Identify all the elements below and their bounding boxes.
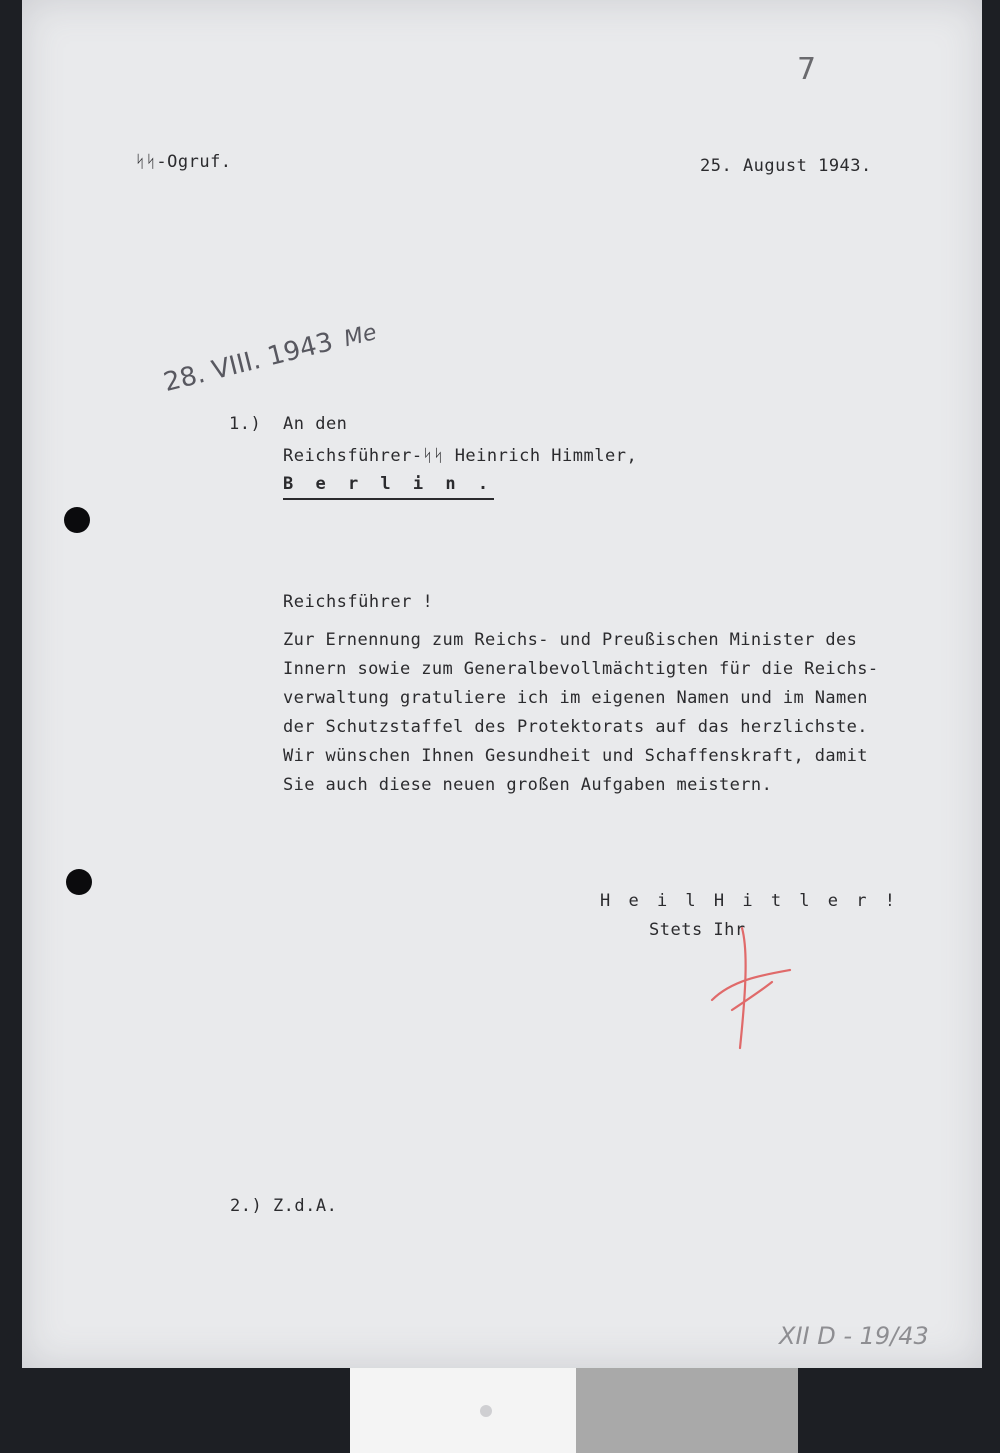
letter-date: 25. August 1943. [700, 156, 872, 176]
closing-greeting: H e i l H i t l e r ! [600, 891, 899, 911]
signature-mark [702, 920, 802, 1060]
closing-phrase: Stets Ihr [649, 920, 746, 940]
punch-hole-bottom [66, 869, 92, 895]
body-line: der Schutzstaffel des Protektorats auf das herzlichste. [283, 717, 868, 737]
page-number: 7 [797, 52, 817, 87]
body-line: verwaltung gratuliere ich im eigenen Namen und im Namen [283, 688, 868, 708]
item-two-filing: 2.) Z.d.A. [230, 1196, 338, 1216]
item-one-number: 1.) [229, 414, 262, 434]
salutation: Reichsführer ! [283, 592, 434, 612]
received-stamp-text: 28. VIII. 1943 [160, 327, 336, 398]
punch-hole-top [64, 507, 90, 533]
body-line: Sie auch diese neuen großen Aufgaben meistern. [283, 775, 773, 795]
label-speck [480, 1405, 492, 1417]
addressee-city: B e r l i n . [283, 474, 494, 500]
stamp-initials: Me [341, 320, 380, 353]
file-reference: XII D - 19/43 [779, 1322, 929, 1350]
body-line: Wir wünschen Ihnen Gesundheit und Schaffenskraft, damit [283, 746, 868, 766]
received-date-stamp [161, 316, 380, 398]
document-page [22, 0, 982, 1368]
sender-rank: ᛋᛋ-Ogruf. [135, 152, 232, 172]
body-line: Innern sowie zum Generalbevollmächtigten für die Reichs- [283, 659, 879, 679]
scan-label-grey [576, 1368, 798, 1453]
body-line: Zur Ernennung zum Reichs- und Preußischen Minister des [283, 630, 858, 650]
addressee-line2: Reichsführer-ᛋᛋ Heinrich Himmler, [283, 446, 638, 466]
scan-label-white [350, 1368, 576, 1453]
addressee-line1: An den [283, 414, 348, 434]
